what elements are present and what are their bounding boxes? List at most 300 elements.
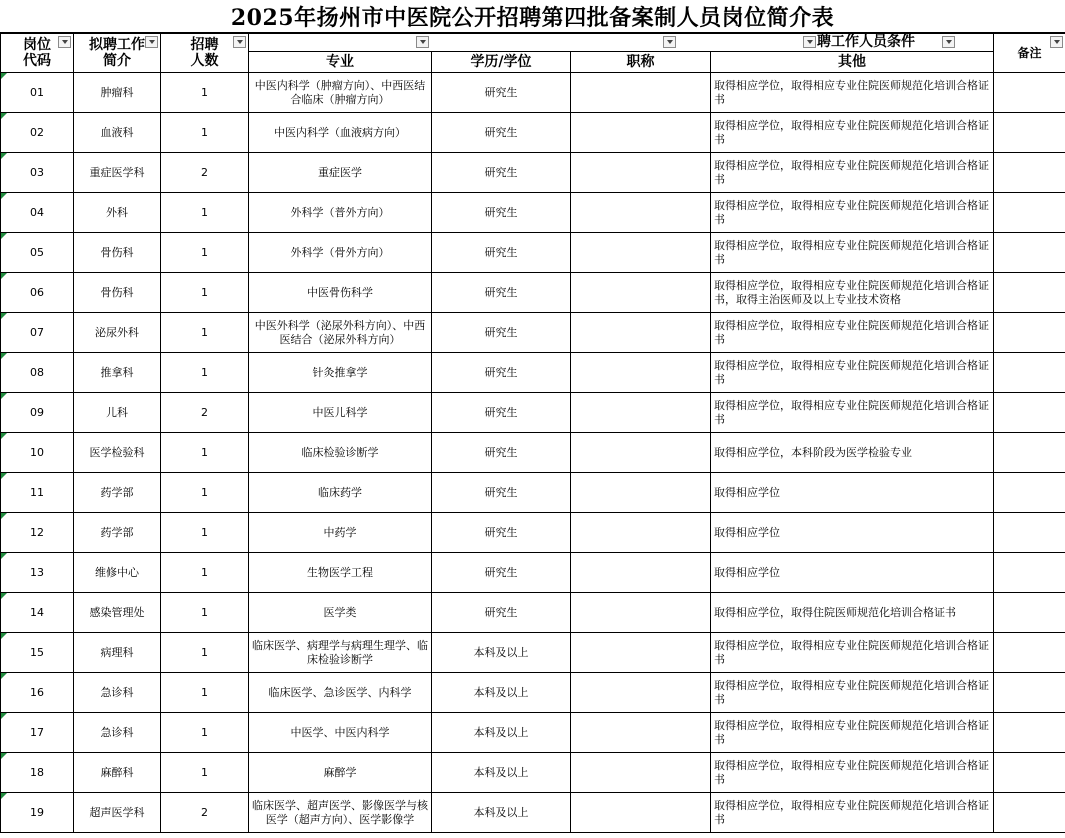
cell-edu[interactable] [432,433,571,473]
cell-remark[interactable] [994,433,1065,473]
text-number-indicator-icon [1,433,7,439]
cell-dept[interactable] [74,673,161,713]
cell-count-text: 1 [201,245,208,259]
cell-edu[interactable] [432,793,571,833]
cell-dept-text: 维修中心 [95,565,139,579]
cell-edu[interactable] [432,633,571,673]
cell-code[interactable] [1,673,74,713]
cell-count-text: 1 [201,445,208,459]
cell-dept-text: 病理科 [100,645,134,659]
table-row [1,393,1065,433]
cell-major[interactable] [249,673,432,713]
cell-code-text: 05 [30,245,44,259]
cell-other[interactable] [711,353,994,393]
cell-code[interactable] [1,753,74,793]
cell-dept[interactable] [74,433,161,473]
cell-code-text: 07 [30,325,44,339]
cell-other[interactable] [711,713,994,753]
cell-edu[interactable] [432,73,571,113]
text-number-indicator-icon [1,233,7,239]
cell-edu[interactable] [432,473,571,513]
cell-code[interactable] [1,513,74,553]
text-number-indicator-icon [1,153,7,159]
filter-dropdown-icon[interactable] [663,36,676,48]
cell-dept[interactable] [74,793,161,833]
cell-dept-text: 超声医学科 [89,805,145,819]
cell-title[interactable] [571,633,711,673]
cell-major[interactable] [249,633,432,673]
cell-remark[interactable] [994,513,1065,553]
cell-code[interactable] [1,393,74,433]
cell-major-text: 临床检验诊断学 [301,445,379,459]
cell-dept[interactable] [74,233,161,273]
cell-code-text: 08 [30,365,44,379]
table-row [1,73,1065,113]
cell-other[interactable] [711,553,994,593]
cell-other-text: 取得相应学位 [714,485,780,499]
cell-major-text: 中医儿科学 [312,405,368,419]
cell-major[interactable] [249,433,432,473]
filter-dropdown-icon[interactable] [803,36,816,48]
cell-dept-text: 医学检验科 [89,445,145,459]
cell-count-text: 1 [201,85,208,99]
text-number-indicator-icon [1,593,7,599]
cell-edu-text: 研究生 [484,85,518,99]
table-row [1,153,1065,193]
cell-title[interactable] [571,193,711,233]
cell-edu[interactable] [432,513,571,553]
cell-code[interactable] [1,353,74,393]
cell-edu-text: 研究生 [484,605,518,619]
cell-other[interactable] [711,273,994,313]
cell-dept[interactable] [74,473,161,513]
cell-remark[interactable] [994,233,1065,273]
cell-major-text: 外科学（骨外方向） [290,245,390,259]
cell-remark[interactable] [994,273,1065,313]
cell-major[interactable] [249,313,432,353]
cell-major[interactable] [249,193,432,233]
cell-edu[interactable] [432,673,571,713]
cell-dept-text: 麻醉科 [100,765,134,779]
cell-major-text: 重症医学 [318,165,362,179]
cell-code-text: 15 [30,645,44,659]
cell-major-text: 外科学（普外方向） [290,205,390,219]
cell-code-text: 17 [30,725,44,739]
text-number-indicator-icon [1,473,7,479]
cell-title[interactable] [571,273,711,313]
text-number-indicator-icon [1,353,7,359]
cell-major-text: 麻醉学 [323,765,357,779]
cell-other-text: 取得相应学位 [714,565,780,579]
cell-code-text: 04 [30,205,44,219]
cell-edu-text: 本科及以上 [473,685,529,699]
header-other: 其他 [711,52,994,73]
table-row [1,273,1065,313]
cell-remark[interactable] [994,793,1065,833]
cell-major-text: 中医内科学（血液病方向） [274,125,406,139]
cell-other[interactable] [711,393,994,433]
cell-other-text: 取得相应学位，取得相应专业住院医师规范化培训合格证书 [714,358,989,386]
cell-major[interactable] [249,793,432,833]
header-conditions-label: 聘工作人员条件 [817,34,915,50]
cell-count[interactable] [161,393,249,433]
cell-dept[interactable] [74,353,161,393]
cell-remark[interactable] [994,753,1065,793]
header-conditions-group [249,34,994,52]
cell-dept-text: 肿瘤科 [100,85,134,99]
cell-edu[interactable] [432,713,571,753]
cell-dept[interactable] [74,513,161,553]
cell-other[interactable] [711,593,994,633]
filter-dropdown-icon[interactable] [233,36,246,48]
cell-title[interactable] [571,233,711,273]
cell-count-text: 1 [201,605,208,619]
cell-edu-text: 本科及以上 [473,805,529,819]
cell-count-text: 1 [201,205,208,219]
cell-other-text: 取得相应学位，本科阶段为医学检验专业 [714,445,912,459]
cell-code-text: 10 [30,445,44,459]
cell-remark[interactable] [994,673,1065,713]
cell-count-text: 1 [201,645,208,659]
cell-dept-text: 骨伤科 [100,245,134,259]
cell-edu-text: 研究生 [484,445,518,459]
cell-dept[interactable] [74,713,161,753]
cell-dept-text: 药学部 [100,525,134,539]
cell-count[interactable] [161,513,249,553]
cell-count[interactable] [161,273,249,313]
cell-code[interactable] [1,593,74,633]
cell-other[interactable] [711,753,994,793]
cell-other[interactable] [711,793,994,833]
cell-other[interactable] [711,233,994,273]
cell-title[interactable] [571,113,711,153]
table-row [1,593,1065,633]
text-number-indicator-icon [1,513,7,519]
cell-other[interactable] [711,433,994,473]
cell-major[interactable] [249,713,432,753]
table-row [1,193,1065,233]
cell-title[interactable] [571,393,711,433]
cell-other-text: 取得相应学位，取得相应专业住院医师规范化培训合格证书 [714,78,989,106]
cell-title[interactable] [571,593,711,633]
text-number-indicator-icon [1,793,7,799]
cell-code[interactable] [1,193,74,233]
cell-edu-text: 研究生 [484,405,518,419]
cell-code-text: 16 [30,685,44,699]
cell-title[interactable] [571,433,711,473]
cell-title[interactable] [571,353,711,393]
cell-major-text: 医学类 [323,605,357,619]
cell-other-text: 取得相应学位，取得相应专业住院医师规范化培训合格证书 [714,238,989,266]
cell-major[interactable] [249,153,432,193]
cell-major[interactable] [249,393,432,433]
table-row [1,113,1065,153]
text-number-indicator-icon [1,633,7,639]
cell-dept[interactable] [74,753,161,793]
cell-major[interactable] [249,753,432,793]
cell-count[interactable] [161,473,249,513]
filter-dropdown-icon[interactable] [58,36,71,48]
cell-code-text: 19 [30,805,44,819]
cell-edu[interactable] [432,553,571,593]
cell-count-text: 1 [201,725,208,739]
cell-title[interactable] [571,793,711,833]
cell-dept[interactable] [74,193,161,233]
cell-count[interactable] [161,633,249,673]
filter-dropdown-icon[interactable] [416,36,429,48]
header-remark-label: 备注 [1017,46,1042,60]
cell-other[interactable] [711,313,994,353]
cell-dept[interactable] [74,593,161,633]
cell-count[interactable] [161,593,249,633]
cell-remark[interactable] [994,153,1065,193]
cell-edu-text: 研究生 [484,205,518,219]
cell-dept-text: 急诊科 [100,685,134,699]
cell-edu-text: 研究生 [484,125,518,139]
cell-other-text: 取得相应学位，取得相应专业住院医师规范化培训合格证书 [714,198,989,226]
cell-dept-text: 急诊科 [100,725,134,739]
cell-edu[interactable] [432,313,571,353]
cell-title[interactable] [571,713,711,753]
cell-title[interactable] [571,313,711,353]
cell-other[interactable] [711,193,994,233]
header-code [1,34,74,73]
cell-remark[interactable] [994,353,1065,393]
cell-major-text: 生物医学工程 [307,565,373,579]
table-row [1,673,1065,713]
cell-code[interactable] [1,553,74,593]
cell-major[interactable] [249,593,432,633]
cell-dept-text: 药学部 [100,485,134,499]
cell-other-text: 取得相应学位，取得相应专业住院医师规范化培训合格证书 [714,758,989,786]
cell-other[interactable] [711,673,994,713]
cell-code-text: 06 [30,285,44,299]
cell-edu[interactable] [432,193,571,233]
cell-other[interactable] [711,513,994,553]
cell-major-text: 临床药学 [318,485,362,499]
cell-dept[interactable] [74,553,161,593]
cell-dept[interactable] [74,153,161,193]
cell-dept-text: 外科 [106,205,128,219]
cell-edu[interactable] [432,593,571,633]
cell-count-text: 1 [201,525,208,539]
cell-other[interactable] [711,113,994,153]
text-number-indicator-icon [1,313,7,319]
cell-title[interactable] [571,673,711,713]
cell-remark[interactable] [994,393,1065,433]
header-count [161,34,249,73]
cell-other[interactable] [711,153,994,193]
cell-other-text: 取得相应学位，取得相应专业住院医师规范化培训合格证书 [714,398,989,426]
cell-dept[interactable] [74,633,161,673]
cell-title[interactable] [571,73,711,113]
cell-major[interactable] [249,553,432,593]
cell-title[interactable] [571,473,711,513]
cell-code-text: 12 [30,525,44,539]
cell-remark[interactable] [994,713,1065,753]
table-row [1,753,1065,793]
table-row [1,713,1065,753]
cell-dept[interactable] [74,113,161,153]
text-number-indicator-icon [1,193,7,199]
cell-edu[interactable] [432,273,571,313]
cell-count[interactable] [161,153,249,193]
header-dept [74,34,161,73]
header-title: 职称 [571,52,711,73]
cell-title[interactable] [571,153,711,193]
cell-title[interactable] [571,553,711,593]
filter-dropdown-icon[interactable] [145,36,158,48]
text-number-indicator-icon [1,113,7,119]
cell-code[interactable] [1,633,74,673]
cell-count[interactable] [161,433,249,473]
header-code-line1: 岗位 [23,37,51,53]
cell-major[interactable] [249,233,432,273]
cell-dept[interactable] [74,313,161,353]
cell-code-text: 11 [30,485,44,499]
cell-major[interactable] [249,513,432,553]
cell-count-text: 1 [201,125,208,139]
table-row [1,513,1065,553]
cell-count[interactable] [161,73,249,113]
cell-other[interactable] [711,473,994,513]
cell-edu-text: 本科及以上 [473,725,529,739]
cell-dept-text: 儿科 [106,405,128,419]
cell-major[interactable] [249,473,432,513]
cell-dept-text: 重症医学科 [89,165,145,179]
table-row [1,553,1065,593]
cell-edu[interactable] [432,153,571,193]
header-remark [994,34,1065,73]
header-major: 专业 [249,52,432,73]
cell-edu[interactable] [432,393,571,433]
cell-code[interactable] [1,473,74,513]
cell-remark[interactable] [994,633,1065,673]
cell-count-text: 2 [201,805,208,819]
cell-edu-text: 研究生 [484,565,518,579]
cell-count[interactable] [161,753,249,793]
cell-code[interactable] [1,313,74,353]
cell-edu-text: 研究生 [484,245,518,259]
cell-dept[interactable] [74,393,161,433]
cell-other-text: 取得相应学位，取得相应专业住院医师规范化培训合格证书 [714,678,989,706]
cell-major-text: 中医学、中医内科学 [290,725,390,739]
header-edu: 学历/学位 [432,52,571,73]
cell-code[interactable] [1,153,74,193]
cell-other[interactable] [711,73,994,113]
cell-major[interactable] [249,113,432,153]
cell-count[interactable] [161,553,249,593]
cell-code-text: 09 [30,405,44,419]
cell-count-text: 1 [201,365,208,379]
cell-major[interactable] [249,353,432,393]
cell-major-text: 临床医学、病理学与病理生理学、临床检验诊断学 [252,638,428,666]
cell-code[interactable] [1,273,74,313]
cell-edu[interactable] [432,753,571,793]
cell-count[interactable] [161,313,249,353]
cell-code-text: 01 [30,85,44,99]
table-row [1,313,1065,353]
text-number-indicator-icon [1,73,7,79]
cell-major-text: 临床医学、超声医学、影像医学与核医学（超声方向）、医学影像学 [252,798,428,826]
cell-dept-text: 泌尿外科 [95,325,139,339]
cell-count-text: 1 [201,565,208,579]
cell-code-text: 14 [30,605,44,619]
cell-remark[interactable] [994,73,1065,113]
cell-remark[interactable] [994,193,1065,233]
cell-count-text: 1 [201,765,208,779]
cell-edu[interactable] [432,113,571,153]
cell-count-text: 2 [201,405,208,419]
filter-dropdown-icon[interactable] [942,36,955,48]
cell-code-text: 02 [30,125,44,139]
cell-count[interactable] [161,193,249,233]
cell-count[interactable] [161,713,249,753]
cell-remark[interactable] [994,473,1065,513]
cell-dept[interactable] [74,273,161,313]
cell-dept-text: 骨伤科 [100,285,134,299]
cell-count[interactable] [161,113,249,153]
table-row [1,793,1065,833]
cell-edu[interactable] [432,233,571,273]
cell-code[interactable] [1,73,74,113]
cell-major-text: 针灸推拿学 [312,365,368,379]
cell-code[interactable] [1,713,74,753]
cell-code-text: 03 [30,165,44,179]
cell-title[interactable] [571,753,711,793]
table-row [1,353,1065,393]
filter-dropdown-icon[interactable] [1050,36,1063,48]
cell-major[interactable] [249,73,432,113]
table-row [1,473,1065,513]
cell-count[interactable] [161,673,249,713]
cell-other-text: 取得相应学位，取得住院医师规范化培训合格证书 [714,605,956,619]
cell-edu-text: 研究生 [484,365,518,379]
text-number-indicator-icon [1,673,7,679]
cell-remark[interactable] [994,553,1065,593]
table-row [1,433,1065,473]
cell-dept-text: 推拿科 [100,365,134,379]
cell-major-text: 中药学 [323,525,357,539]
cell-other-text: 取得相应学位，取得相应专业住院医师规范化培训合格证书 [714,718,989,746]
cell-code[interactable] [1,793,74,833]
header-code-line2: 代码 [23,53,51,69]
cell-major-text: 中医骨伤科学 [307,285,373,299]
text-number-indicator-icon [1,273,7,279]
table-row [1,233,1065,273]
cell-dept[interactable] [74,73,161,113]
cell-edu[interactable] [432,353,571,393]
cell-count[interactable] [161,793,249,833]
cell-code[interactable] [1,113,74,153]
cell-count[interactable] [161,233,249,273]
cell-remark[interactable] [994,113,1065,153]
title-bar [0,0,1065,33]
cell-count[interactable] [161,353,249,393]
cell-edu-text: 研究生 [484,165,518,179]
cell-code[interactable] [1,433,74,473]
cell-other-text: 取得相应学位，取得相应专业住院医师规范化培训合格证书 [714,638,989,666]
cell-title[interactable] [571,513,711,553]
cell-edu-text: 本科及以上 [473,765,529,779]
cell-other-text: 取得相应学位，取得相应专业住院医师规范化培训合格证书，取得主治医师及以上专业技术资格 [714,278,989,306]
cell-remark[interactable] [994,313,1065,353]
cell-major[interactable] [249,273,432,313]
cell-other[interactable] [711,633,994,673]
cell-remark[interactable] [994,593,1065,633]
cell-edu-text: 研究生 [484,525,518,539]
cell-code[interactable] [1,233,74,273]
